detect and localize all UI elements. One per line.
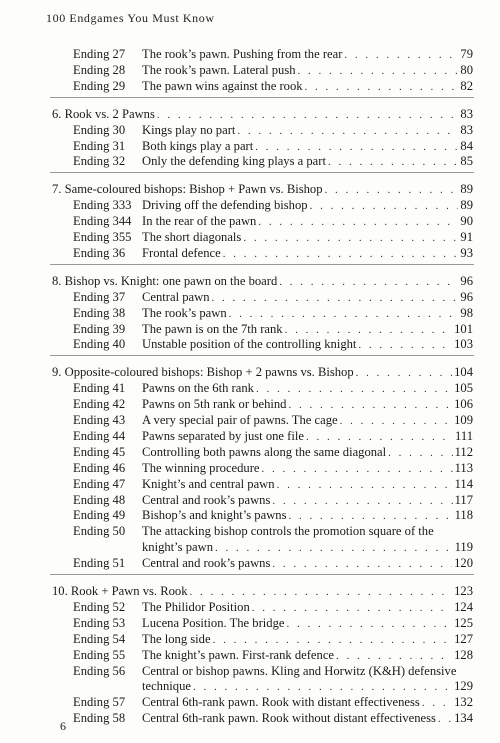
entry-title: The rook’s pawn. Lateral push [142,62,296,77]
page-ref: 84 [460,138,473,153]
dot-leader [344,47,458,63]
page-ref: 93 [460,245,473,260]
dot-leader [223,246,459,262]
section-heading [0,273,500,289]
page-ref: 120 [454,556,473,571]
entry-title: Central or bishop pawns. Kling and Horwitz (K&H) defensive [142,663,457,678]
entry-title: The Philidor Position [142,599,250,614]
toc-entry [0,396,500,412]
section-title: 9. Opposite-coloured bishops: Bishop + 2 pawns vs. Bishop [52,365,354,380]
dot-leader [157,107,459,123]
page-ref: 83 [460,106,473,121]
entry-title: Central pawn [142,289,210,304]
dot-leader [358,337,452,353]
entry-label: Ending 48 [73,492,126,507]
toc-entry [0,476,500,492]
page-ref: 103 [454,337,473,352]
entry-title: Only the defending king plays a part [142,154,326,169]
entry-label: Ending 41 [73,381,126,396]
entry-title: Driving off the defending bishop [142,198,308,213]
toc-entry [0,336,500,352]
entry-label: Ending 31 [73,138,126,153]
page-ref: 128 [454,647,473,662]
dot-leader [306,429,453,445]
page-ref: 83 [460,122,473,137]
section-heading [0,364,500,380]
entry-label: Ending 32 [73,154,126,169]
dot-leader [229,306,459,322]
toc-entry [0,229,500,245]
page-ref: 112 [454,444,473,459]
entry-title: Pawns on the 6th rank [142,381,254,396]
entry-label: Ending 49 [73,508,126,523]
toc-entry [0,710,500,726]
entry-title: The knight’s pawn. First-rank defence [142,647,334,662]
entry-label: Ending 50 [73,524,126,539]
entry-label: Ending 43 [73,413,126,427]
entry-title: The attacking bishop controls the promotion square of the [142,524,434,539]
section-heading [0,583,500,599]
dot-leader [356,365,452,381]
dot-leader [262,461,453,477]
toc-entry [0,197,500,213]
page-ref: 129 [454,679,473,694]
entry-label: Ending 28 [73,62,126,77]
page-ref: 90 [460,214,473,229]
page-ref: 89 [460,198,473,213]
page-number: 6 [60,719,66,733]
entry-label: Ending 42 [73,397,126,412]
entry-label: Ending 344 [73,214,132,229]
dot-leader [340,413,453,429]
entry-title: Bishop’s and knight’s pawns [142,508,287,523]
toc-entry [0,631,500,647]
toc-entry [0,615,500,631]
entry-title: Central and rook’s pawns [142,492,271,507]
section-title: 7. Same-coloured bishops: Bishop + Pawn vs. Bishop [52,182,323,197]
toc-entry [0,507,500,523]
entry-label: Ending 40 [73,337,126,352]
dot-leader [438,711,452,727]
toc-entry [0,305,500,321]
entry-title: Frontal defence [142,245,221,260]
entry-title: Unstable position of the controlling knight [142,337,357,352]
page-ref: 124 [454,599,473,614]
toc-entry [0,428,500,444]
page-ref: 127 [454,631,473,646]
entry-label: Ending 355 [73,230,132,244]
dot-leader [277,477,453,493]
toc-entry [0,599,500,615]
toc-entry [0,523,500,539]
dot-leader [288,397,452,413]
dot-leader [213,632,453,648]
page-ref: 104 [454,365,473,380]
entry-label: Ending 56 [73,663,126,678]
toc-entry [0,539,500,555]
dot-leader [215,540,453,556]
toc-entry [0,153,500,169]
toc-entry [0,460,500,476]
entry-label: Ending 51 [73,556,126,571]
section-divider [50,574,474,575]
entry-title: Central 6th-rank pawn. Rook with distant effectiveness [142,695,420,710]
entry-label: Ending 53 [73,615,126,630]
toc-entry [0,663,500,679]
running-header: 100 Endgames You Must Know [46,11,215,25]
toc-entry [0,444,500,460]
entry-label: Ending 58 [73,711,126,726]
page-ref: 106 [454,397,473,412]
page-ref: 96 [460,289,473,304]
entry-title: The rook’s pawn [142,305,227,320]
entry-title: The winning procedure [142,460,260,475]
dot-leader [272,556,452,572]
page-ref: 89 [460,182,473,197]
entry-label: Ending 54 [73,631,126,646]
section-heading [0,106,500,122]
section-title: 8. Bishop vs. Knight: one pawn on the board [52,273,278,288]
dot-leader [272,493,452,509]
page-ref: 119 [454,540,473,555]
entry-title: In the rear of the pawn [142,214,257,229]
page-ref: 113 [454,460,473,475]
dot-leader [388,445,452,461]
toc-entry [0,555,500,571]
toc-entry [0,678,500,694]
dot-leader [258,214,458,230]
dot-leader [286,616,452,632]
page-ref: 114 [454,476,473,491]
page-ref: 132 [454,695,473,710]
toc-entry [0,138,500,154]
section-divider [50,97,474,98]
toc-entry [0,694,500,710]
toc-entry [0,412,500,428]
toc-entry [0,245,500,261]
toc-entry [0,78,500,94]
entry-label: Ending 333 [73,198,132,213]
section-divider [50,355,474,356]
entry-title: technique [142,679,191,694]
dot-leader [305,79,459,95]
page-ref: 80 [460,62,473,77]
section-heading [0,181,500,197]
toc-entry [0,380,500,396]
toc-entry [0,492,500,508]
page-ref: 98 [460,305,473,320]
entry-label: Ending 57 [73,695,126,710]
entry-label: Ending 47 [73,476,126,491]
page-ref: 105 [454,381,473,396]
dot-leader [285,322,453,338]
section-divider [50,264,474,265]
entry-title: The pawn is on the 7th rank [142,321,283,336]
dot-leader [325,182,459,198]
entry-title: Pawns on 5th rank or behind [142,397,287,412]
section-title: 6. Rook vs. 2 Pawns [52,106,155,121]
page-ref: 85 [460,154,473,169]
dot-leader [252,600,452,616]
dot-leader [298,63,459,79]
dot-leader [336,648,452,664]
entry-label: Ending 38 [73,305,126,320]
entry-title: Knight’s and central pawn [142,476,275,491]
entry-label: Ending 52 [73,599,126,614]
entry-title: Lucena Position. The bridge [142,615,285,630]
entry-title: Kings play no part [142,122,236,137]
section-title: 10. Rook + Pawn vs. Rook [52,584,188,598]
page-ref: 125 [454,615,473,630]
page-ref: 82 [460,78,473,93]
dot-leader [255,139,458,155]
entry-title: The pawn wins against the rook [142,78,303,93]
entry-title: Controlling both pawns along the same diagonal [142,444,387,459]
page-ref: 111 [455,428,473,443]
entry-title: The rook’s pawn. Pushing from the rear [142,47,343,61]
entry-label: Ending 46 [73,460,126,475]
dot-leader [328,154,458,170]
entry-label: Ending 36 [73,245,126,260]
entry-label: Ending 45 [73,444,126,459]
dot-leader [310,198,459,214]
page-ref: 91 [460,230,473,244]
toc-entry [0,213,500,229]
toc-entry [0,62,500,78]
dot-leader [256,381,452,397]
dot-leader [288,508,452,524]
toc-entry [0,46,500,62]
entry-label: Ending 29 [73,78,126,93]
entry-label: Ending 44 [73,428,126,443]
page-ref: 109 [454,413,473,427]
page-ref: 134 [454,711,473,726]
toc-entry [0,647,500,663]
entry-title: A very special pair of pawns. The cage [142,413,338,427]
entry-title: The short diagonals [142,230,242,244]
page-ref: 117 [454,492,473,507]
entry-label: Ending 39 [73,321,126,336]
dot-leader [422,695,452,711]
entry-label: Ending 27 [73,47,126,61]
entry-title: Central 6th-rank pawn. Rook without distant effectiveness [142,711,436,726]
section-divider [50,172,474,173]
dot-leader [237,123,458,139]
page-ref: 118 [454,508,473,523]
dot-leader [190,584,453,600]
entry-label: Ending 55 [73,647,126,662]
entry-title: Pawns separated by just one file [142,428,304,443]
page-ref: 123 [454,584,473,598]
page-ref: 79 [460,47,473,61]
dot-leader [212,290,459,306]
toc-entry [0,289,500,305]
dot-leader [279,274,458,290]
entry-label: Ending 30 [73,122,126,137]
entry-title: Central and rook’s pawns [142,556,271,571]
dot-leader [243,230,458,246]
entry-title: Both kings play a part [142,138,254,153]
entry-label: Ending 37 [73,289,126,304]
dot-leader [193,679,452,695]
page-ref: 96 [460,273,473,288]
page-ref: 101 [454,321,473,336]
toc-entry [0,321,500,337]
entry-title: The long side [142,631,211,646]
toc-entry [0,122,500,138]
entry-title: knight’s pawn [142,540,214,555]
